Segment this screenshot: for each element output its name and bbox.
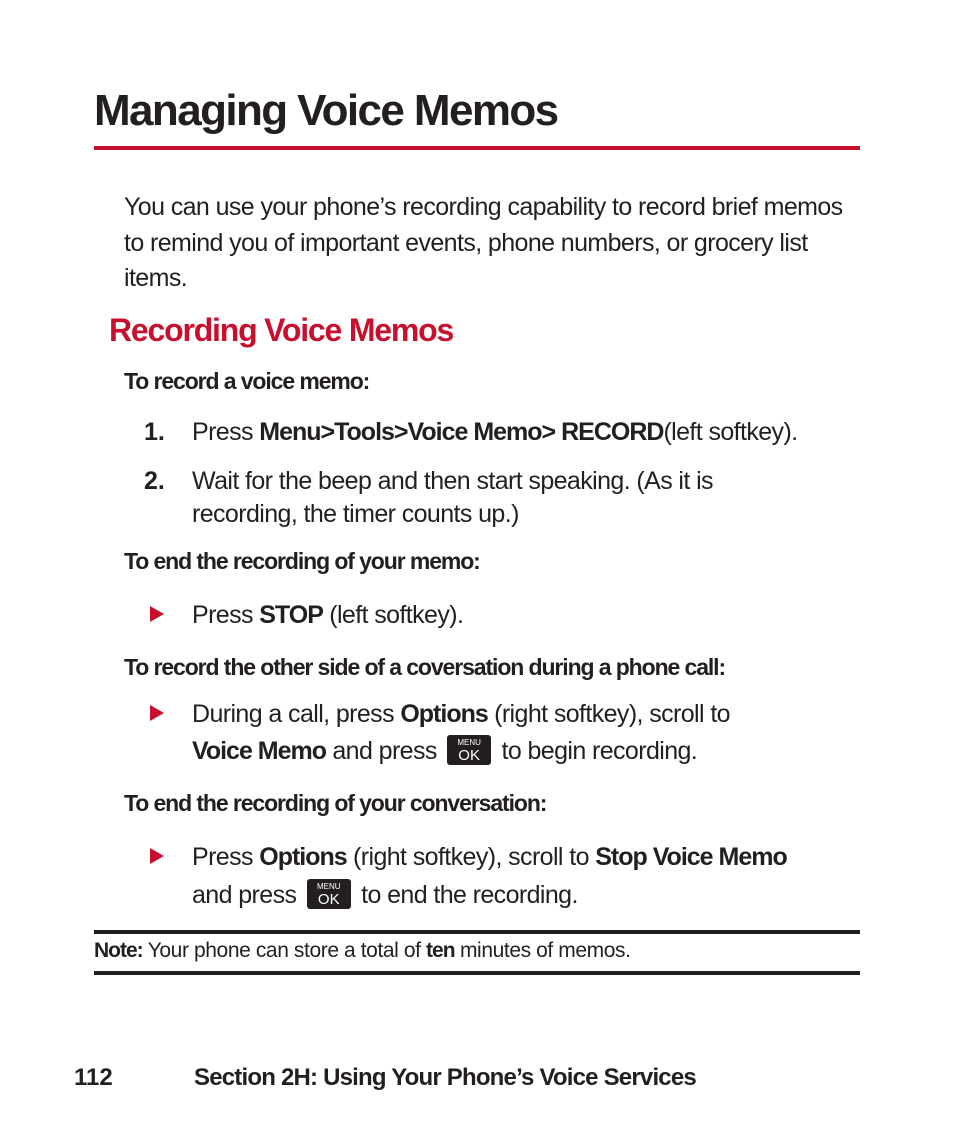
step-1-press: Press [192, 418, 260, 446]
section-heading: Recording Voice Memos [109, 312, 454, 348]
call-record-and-press: and press [326, 737, 444, 765]
menu-ok-key-icon [447, 735, 491, 765]
note-label: Note: [94, 939, 143, 962]
note-bottom-rule [94, 971, 860, 975]
title-rule [94, 146, 860, 150]
bullet-arrow-icon [150, 848, 164, 864]
footer-section-title: Section 2H: Using Your Phone’s Voice Services [194, 1064, 696, 1091]
note-emphasis: ten [426, 939, 455, 962]
call-record-line-2 [192, 734, 697, 768]
end-conversation-line-1 [192, 840, 787, 874]
step-2-line-1: Wait for the beep and then start speaking. (As it is [192, 467, 713, 495]
menu-ok-key-bottom: OK [317, 891, 340, 909]
end-conv-and-press: and press [192, 881, 303, 909]
options-key-label: Options [259, 843, 347, 871]
end-conversation-line-2 [192, 878, 578, 912]
page-number: 112 [74, 1064, 113, 1091]
menu-ok-key-top: MENU [316, 882, 341, 892]
bullet-arrow-icon [150, 705, 164, 721]
end-conv-press: Press [192, 843, 260, 871]
step-1-suffix: (left softkey). [663, 418, 798, 446]
step-1-text [192, 415, 798, 449]
call-record-line-1 [192, 697, 730, 731]
bullet-arrow-icon [150, 606, 164, 622]
page-title: Managing Voice Memos [94, 86, 558, 135]
subhead-record-call: To record the other side of a coversation during a phone call: [124, 654, 726, 680]
step-number-2: 2. [144, 467, 165, 495]
note-top-rule [94, 930, 860, 934]
subhead-end-conversation: To end the recording of your conversation: [124, 790, 547, 816]
step-2-line-2: recording, the timer counts up.) [192, 500, 519, 528]
end-conv-after-key: to end the recording. [354, 881, 578, 909]
step-number-1: 1. [144, 418, 165, 446]
intro-paragraph: You can use your phone’s recording capability to record brief memos to remind you of important events, phone numbers, or grocery list items. [124, 193, 843, 292]
subhead-record-voice-memo: To record a voice memo: [124, 368, 370, 394]
call-record-middle: (right softkey), scroll to [487, 700, 730, 728]
subhead-end-memo: To end the recording of your memo: [124, 548, 480, 574]
note [94, 936, 631, 966]
note-text-before: Your phone can store a total of [142, 939, 427, 962]
note-text-after: minutes of memos. [454, 939, 631, 962]
stop-key-label: STOP [259, 601, 323, 629]
stop-voice-memo-label: Stop Voice Memo [595, 843, 787, 871]
menu-ok-key-bottom: OK [458, 747, 480, 765]
call-record-prefix: During a call, press [192, 700, 401, 728]
menu-ok-key-icon [307, 879, 351, 909]
call-record-after-key: to begin recording. [495, 737, 698, 765]
end-memo-text [192, 598, 463, 632]
voice-memo-label: Voice Memo [192, 737, 327, 765]
step-1-menu-path: Menu>Tools>Voice Memo> RECORD [259, 418, 664, 446]
end-memo-suffix: (left softkey). [322, 601, 464, 629]
menu-ok-key-top: MENU [457, 738, 481, 748]
options-key-label: Options [400, 700, 488, 728]
end-memo-press: Press [192, 601, 260, 629]
end-conv-middle: (right softkey), scroll to [346, 843, 596, 871]
